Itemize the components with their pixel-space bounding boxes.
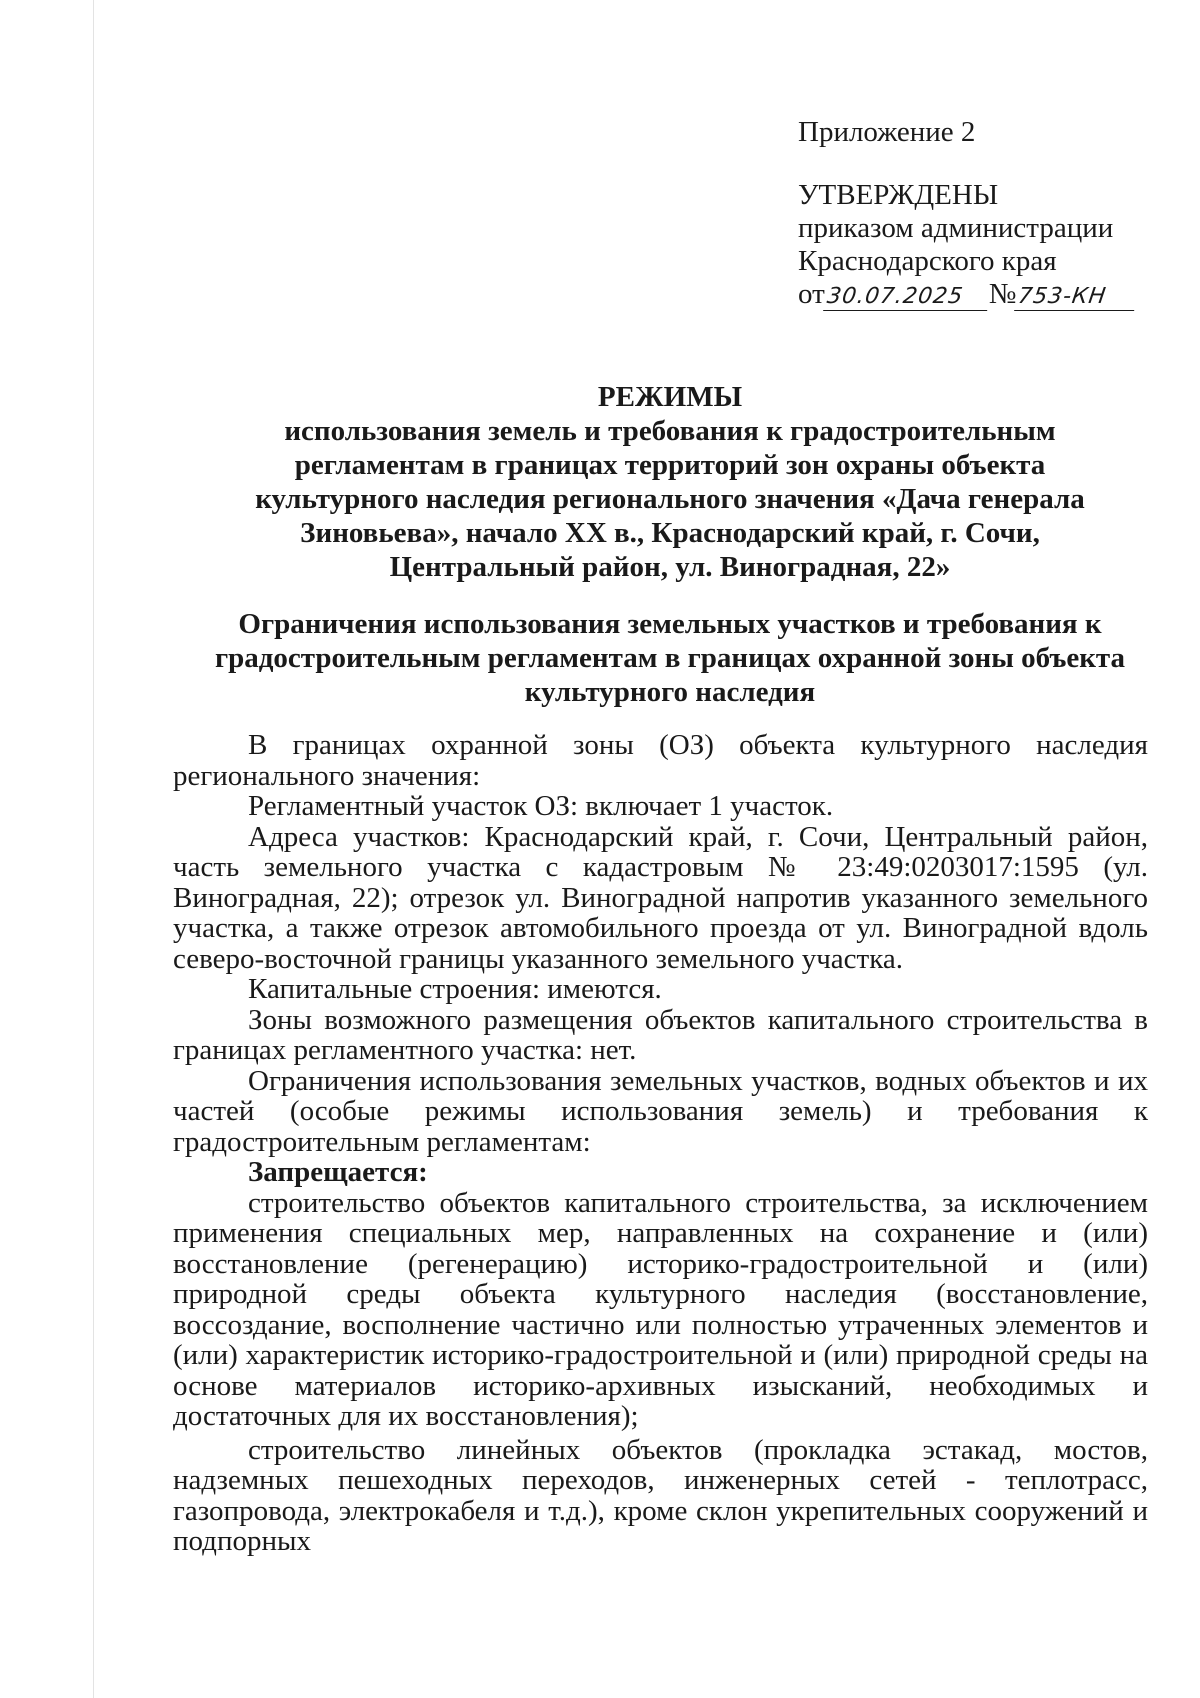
handwritten-date: 30.07.2025 (823, 284, 991, 311)
appendix-label: Приложение 2 (798, 116, 976, 148)
paragraph-forbidden-construction: строительство объектов капитального строительства, за исключением применения специальных мер, направленных на сохранение и (или) восстановление (регенерацию) историко-градостроительной и (или) природной среды объекта культурного наследия (восстановление, воссоздание, восполнение частично или полностью утраченных элементов и (или) характеристик историко-градостроительной и (или) природной среды на основе материалов историко-архивных изысканий, необходимых и достаточных для их восстановления); (173, 1186, 1148, 1432)
title-line-5: Центральный район, ул. Виноградная, 22» (389, 551, 951, 583)
section-heading (170, 607, 1170, 709)
forbidden-heading: Запрещается: (248, 1156, 428, 1188)
approval-block (798, 116, 1138, 311)
title-line-4: Зиновьева», начало XX в., Краснодарский край, г. Сочи, (300, 517, 1040, 549)
section-line-2: градостроительным регламентам в границах охранной зоны объекта (214, 642, 1126, 674)
approval-gap (798, 149, 1138, 179)
paragraph-construction-zones: Зоны возможного размещения объектов капитального строительства в границах регламентного участка: нет. (173, 1003, 1148, 1066)
order-date-line (798, 278, 1138, 311)
title-line-1: использования земель и требования к градостроительным (284, 415, 1056, 447)
paragraph-forbidden-linear: строительство линейных объектов (прокладка эстакад, мостов, надземных пешеходных переходов, инженерных сетей - теплотрасс, газопровода, электрокабеля и т.д.), кроме склон укрепительных сооружений и подпорных (173, 1433, 1148, 1557)
paragraph-plot-addresses: Адреса участков: Краснодарский край, г. Сочи, Центральный район, часть земельного участка с кадастровым № 23:49:0203017:1595 (ул. Виноградная, 22); отрезок ул. Виноградной напротив указанного земельного участка, а также отрезок автомобильного проезда от ул. Виноградной вдоль северо-восточной границы указанного земельного участка. (173, 820, 1148, 975)
title-line-3: культурного наследия регионального значения «Дача генерала (255, 483, 1085, 515)
order-line-2: Краснодарского края (798, 245, 1057, 277)
title-main: РЕЖИМЫ (597, 381, 743, 413)
from-prefix: от (798, 278, 825, 310)
section-line-3: культурного наследия (524, 676, 816, 708)
paragraph-zone-intro: В границах охранной зоны (ОЗ) объекта культурного наследия регионального значения: (173, 729, 1148, 792)
order-line-1: приказом администрации (798, 212, 1114, 244)
paragraph-restrictions: Ограничения использования земельных участков, водных объектов и их частей (особые режимы использования земель) и требования к градостроительным регламентам: (173, 1064, 1148, 1158)
handwritten-number: 753-КН (1015, 284, 1139, 311)
section-line-1: Ограничения использования земельных участков и требования к (238, 608, 1102, 640)
scan-edge-line (93, 0, 94, 1698)
paragraph-regulation-plot: Регламентный участок ОЗ: включает 1 участок. (248, 790, 834, 822)
approved-label: УТВЕРЖДЕНЫ (798, 179, 999, 211)
paragraph-capital-buildings: Капитальные строения: имеются. (248, 973, 662, 1005)
title-line-2: регламентам в границах территорий зон охраны объекта (294, 449, 1046, 481)
number-sign: № (988, 278, 1017, 310)
document-title (170, 380, 1170, 584)
document-body (173, 730, 1148, 1557)
